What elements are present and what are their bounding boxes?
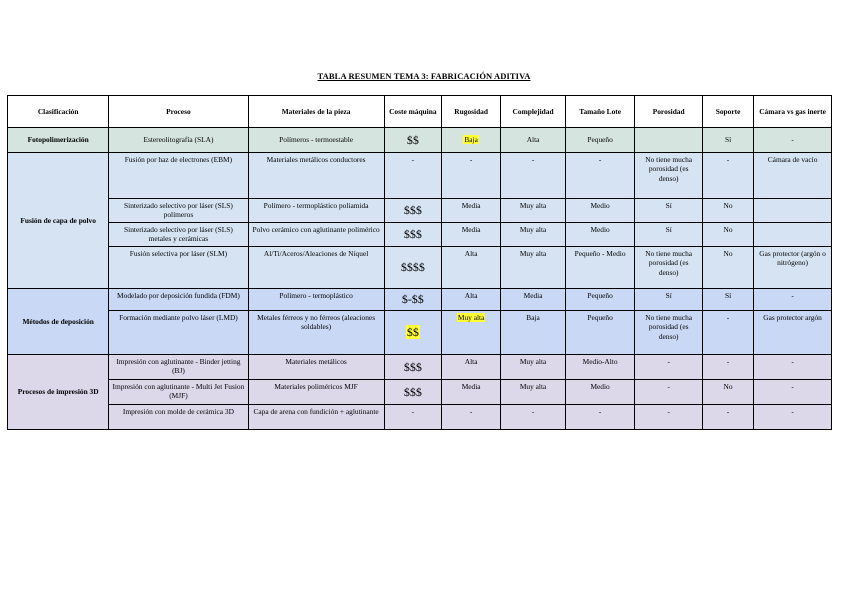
cell-materiales: Al/Ti/Aceros/Aleaciones de Níquel bbox=[248, 247, 384, 289]
cell-soporte: - bbox=[702, 311, 753, 355]
cell-materiales: Polvo cerámico con aglutinante polimérico bbox=[248, 223, 384, 247]
group-metodos-deposicion: Métodos de deposición bbox=[8, 289, 109, 355]
cell-proceso: Modelado por deposición fundida (FDM) bbox=[109, 289, 248, 311]
cell-coste: - bbox=[384, 153, 441, 199]
cell-lote: Medio bbox=[565, 223, 635, 247]
cell-proceso: Impresión con aglutinante - Multi Jet Fusion (MJF) bbox=[109, 380, 248, 405]
cell-materiales: Polímeros - termoestable bbox=[248, 128, 384, 153]
cell-soporte: No bbox=[702, 380, 753, 405]
cell-rugosidad: Media bbox=[441, 380, 500, 405]
table-title: TABLA RESUMEN TEMA 3: FABRICACIÓN ADITIVA bbox=[317, 71, 531, 81]
cell-rugosidad bbox=[441, 128, 500, 153]
cell-camara: - bbox=[754, 289, 832, 311]
cell-camara: Gas protector argón bbox=[754, 311, 832, 355]
table-row bbox=[8, 128, 832, 153]
cell-coste: $$$$ bbox=[384, 247, 441, 289]
cell-porosidad bbox=[635, 128, 703, 153]
table-row bbox=[8, 311, 832, 355]
cell-lote: Medio-Alto bbox=[565, 355, 635, 380]
cell-complejidad: Muy alta bbox=[501, 380, 565, 405]
header-materiales: Materiales de la pieza bbox=[248, 96, 384, 128]
cell-porosidad: Sí bbox=[635, 223, 703, 247]
cell-materiales: Metales férreos y no férreos (aleaciones soldables) bbox=[248, 311, 384, 355]
table-row bbox=[8, 223, 832, 247]
cell-rugosidad: Alta bbox=[441, 355, 500, 380]
cell-materiales: Capa de arena con fundición + aglutinante bbox=[248, 405, 384, 430]
cell-porosidad: No tiene mucha porosidad (es denso) bbox=[635, 247, 703, 289]
header-lote: Tamaño Lote bbox=[565, 96, 635, 128]
cell-camara: - bbox=[754, 128, 832, 153]
cell-materiales: Polímero - termoplástico poliamida bbox=[248, 199, 384, 223]
header-row bbox=[8, 96, 832, 128]
header-camara: Cámara vs gas inerte bbox=[754, 96, 832, 128]
cell-rugosidad: Media bbox=[441, 223, 500, 247]
cell-lote: Pequeño bbox=[565, 289, 635, 311]
cell-complejidad: Media bbox=[501, 289, 565, 311]
cell-coste: $-$$ bbox=[384, 289, 441, 311]
cell-materiales: Polímero - termoplástico bbox=[248, 289, 384, 311]
cell-porosidad: - bbox=[635, 405, 703, 430]
header-clasificacion: Clasificación bbox=[8, 96, 109, 128]
cell-soporte: No bbox=[702, 223, 753, 247]
cell-complejidad: Muy alta bbox=[501, 247, 565, 289]
cell-coste: $$$ bbox=[384, 380, 441, 405]
cell-proceso: Sinterizado selectivo por láser (SLS) metales y cerámicas bbox=[109, 223, 248, 247]
cell-porosidad: - bbox=[635, 380, 703, 405]
cell-rugosidad: Alta bbox=[441, 289, 500, 311]
cell-lote: - bbox=[565, 405, 635, 430]
table-row bbox=[8, 355, 832, 380]
table-row bbox=[8, 405, 832, 430]
cell-coste: $$$ bbox=[384, 199, 441, 223]
cell-complejidad: Muy alta bbox=[501, 355, 565, 380]
table-row bbox=[8, 380, 832, 405]
header-complejidad: Complejidad bbox=[501, 96, 565, 128]
cell-rugosidad: - bbox=[441, 405, 500, 430]
cell-coste: $$$ bbox=[384, 355, 441, 380]
cell-lote: Pequeño bbox=[565, 128, 635, 153]
cell-proceso: Impresión con molde de cerámica 3D bbox=[109, 405, 248, 430]
cell-rugosidad bbox=[441, 311, 500, 355]
table-row bbox=[8, 247, 832, 289]
highlighted-value: $$ bbox=[406, 325, 419, 339]
cell-complejidad: Muy alta bbox=[501, 199, 565, 223]
group-procesos-impresion-3d: Procesos de impresión 3D bbox=[8, 355, 109, 430]
cell-rugosidad: Media bbox=[441, 199, 500, 223]
cell-porosidad: No tiene mucha porosidad (es denso) bbox=[635, 153, 703, 199]
header-coste: Coste máquina bbox=[384, 96, 441, 128]
cell-porosidad: No tiene mucha porosidad (es denso) bbox=[635, 311, 703, 355]
header-porosidad: Porosidad bbox=[635, 96, 703, 128]
cell-lote: Medio bbox=[565, 199, 635, 223]
cell-soporte: Sí bbox=[702, 128, 753, 153]
cell-soporte: No bbox=[702, 247, 753, 289]
cell-camara bbox=[754, 223, 832, 247]
header-proceso: Proceso bbox=[109, 96, 248, 128]
cell-soporte: - bbox=[702, 405, 753, 430]
highlighted-value: Muy alta bbox=[457, 313, 485, 322]
cell-proceso: Estereolitografía (SLA) bbox=[109, 128, 248, 153]
cell-proceso: Fusión por haz de electrones (EBM) bbox=[109, 153, 248, 199]
cell-soporte: Sí bbox=[702, 289, 753, 311]
cell-camara: - bbox=[754, 380, 832, 405]
cell-lote: - bbox=[565, 153, 635, 199]
cell-complejidad: - bbox=[501, 153, 565, 199]
cell-lote: Pequeño - Medio bbox=[565, 247, 635, 289]
header-soporte: Soporte bbox=[702, 96, 753, 128]
cell-coste: $$ bbox=[384, 128, 441, 153]
header-rugosidad: Rugosidad bbox=[441, 96, 500, 128]
cell-porosidad: Sí bbox=[635, 199, 703, 223]
cell-coste: - bbox=[384, 405, 441, 430]
cell-coste: $$$ bbox=[384, 223, 441, 247]
cell-proceso: Formación mediante polvo láser (LMD) bbox=[109, 311, 248, 355]
cell-materiales: Materiales metálicos bbox=[248, 355, 384, 380]
cell-lote: Medio bbox=[565, 380, 635, 405]
cell-porosidad: - bbox=[635, 355, 703, 380]
group-fotopolimerizacion: Fotopolimerización bbox=[8, 128, 109, 153]
cell-coste bbox=[384, 311, 441, 355]
cell-soporte: - bbox=[702, 355, 753, 380]
summary-table bbox=[7, 95, 832, 430]
cell-rugosidad: Alta bbox=[441, 247, 500, 289]
cell-complejidad: - bbox=[501, 405, 565, 430]
cell-camara: - bbox=[754, 355, 832, 380]
cell-camara: Gas protector (argón o nitrógeno) bbox=[754, 247, 832, 289]
cell-lote: Pequeño bbox=[565, 311, 635, 355]
cell-camara bbox=[754, 199, 832, 223]
cell-proceso: Impresión con aglutinante - Binder jetting (BJ) bbox=[109, 355, 248, 380]
cell-soporte: No bbox=[702, 199, 753, 223]
cell-soporte: - bbox=[702, 153, 753, 199]
cell-camara: - bbox=[754, 405, 832, 430]
cell-porosidad: Sí bbox=[635, 289, 703, 311]
cell-proceso: Fusión selectiva por láser (SLM) bbox=[109, 247, 248, 289]
cell-complejidad: Baja bbox=[501, 311, 565, 355]
highlighted-value: Baja bbox=[464, 135, 478, 145]
table-row bbox=[8, 289, 832, 311]
cell-rugosidad: - bbox=[441, 153, 500, 199]
table-row bbox=[8, 199, 832, 223]
table-row bbox=[8, 153, 832, 199]
group-fusion-capa-polvo: Fusión de capa de polvo bbox=[8, 153, 109, 289]
cell-complejidad: Muy alta bbox=[501, 223, 565, 247]
cell-camara: Cámara de vacío bbox=[754, 153, 832, 199]
cell-complejidad: Alta bbox=[501, 128, 565, 153]
cell-proceso: Sinterizado selectivo por láser (SLS) polímeros bbox=[109, 199, 248, 223]
cell-materiales: Materiales metálicos conductores bbox=[248, 153, 384, 199]
cell-materiales: Materiales poliméricos MJF bbox=[248, 380, 384, 405]
